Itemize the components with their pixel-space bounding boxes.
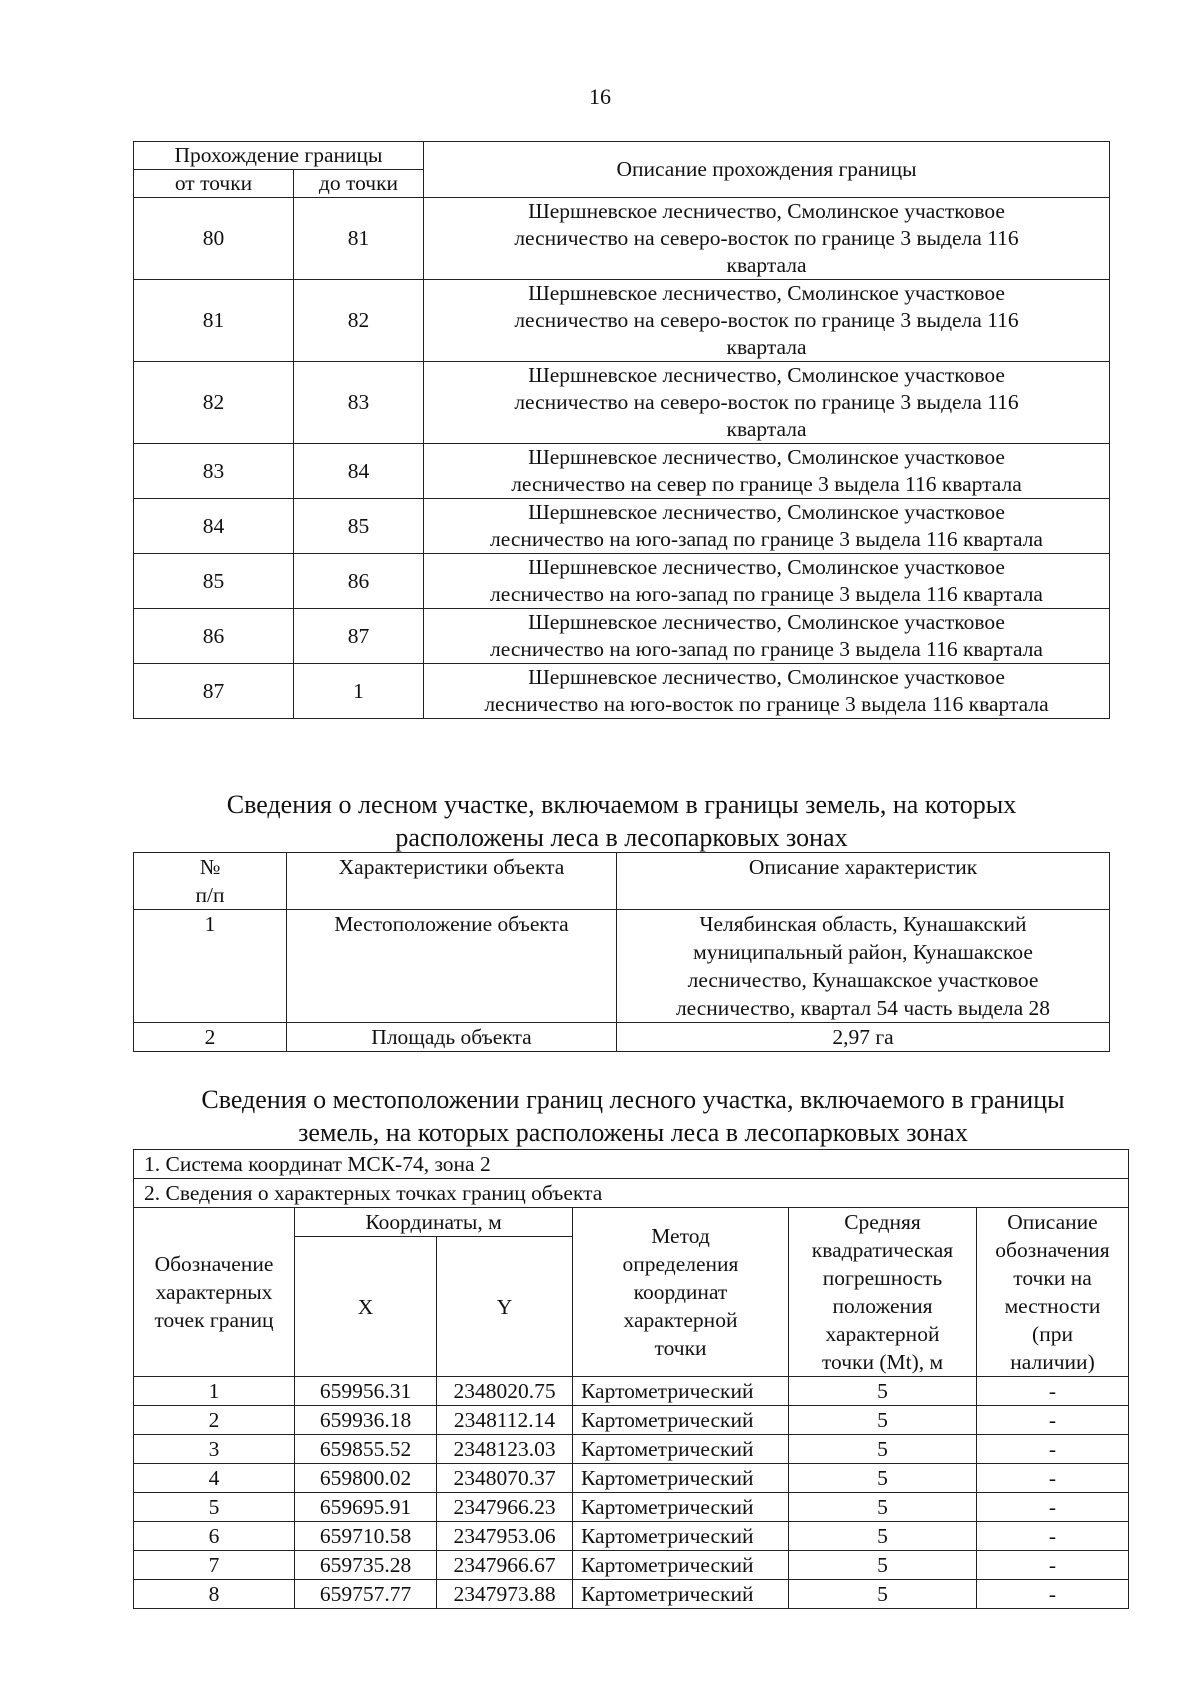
y-coordinate-cell: 2348112.14 <box>437 1406 573 1435</box>
header-x: X <box>295 1237 437 1377</box>
method-cell: Картометрический <box>573 1464 789 1493</box>
table-row <box>134 198 1110 280</box>
to-point-cell: 82 <box>294 280 424 362</box>
description-line: лесничество на северо-восток по границе 3 выдела 116 <box>514 308 1019 332</box>
y-coordinate-cell: 2347966.23 <box>437 1493 573 1522</box>
from-point-cell: 83 <box>134 444 294 499</box>
error-cell: 5 <box>789 1522 977 1551</box>
to-point-cell: 1 <box>294 664 424 719</box>
characteristic-description-cell <box>617 910 1110 1023</box>
header-object-characteristics: Характеристики объекта <box>287 853 617 910</box>
header-to-point: до точки <box>294 170 424 198</box>
table-row <box>134 1377 1129 1406</box>
table-row <box>134 280 1110 362</box>
point-number-cell: 3 <box>134 1435 295 1464</box>
header-coordinates: Координаты, м <box>295 1208 573 1237</box>
error-cell: 5 <box>789 1406 977 1435</box>
point-number-cell: 2 <box>134 1406 295 1435</box>
method-cell: Картометрический <box>573 1377 789 1406</box>
characteristic-description-cell <box>617 1023 1110 1052</box>
method-cell: Картометрический <box>573 1406 789 1435</box>
description-line: Шершневское лесничество, Смолинское участковое <box>528 281 1005 305</box>
characteristic-cell: Местоположение объекта <box>287 910 617 1023</box>
table-row <box>134 664 1110 719</box>
x-coordinate-cell: 659710.58 <box>295 1522 437 1551</box>
y-coordinate-cell: 2348123.03 <box>437 1435 573 1464</box>
to-point-cell: 81 <box>294 198 424 280</box>
description-cell <box>424 444 1110 499</box>
method-cell: Картометрический <box>573 1551 789 1580</box>
header-characteristics-description: Описание характеристик <box>617 853 1110 910</box>
method-cell: Картометрический <box>573 1580 789 1609</box>
table-row <box>134 1522 1129 1551</box>
description-line: квартала <box>726 335 807 359</box>
x-coordinate-cell: 659695.91 <box>295 1493 437 1522</box>
boundary-passage-table <box>133 141 1110 719</box>
object-characteristics-table <box>133 852 1110 1052</box>
coordinate-system-row: 1. Система координат МСК-74, зона 2 <box>134 1150 1129 1179</box>
description-line: Шершневское лесничество, Смолинское участковое <box>528 665 1005 689</box>
error-cell: 5 <box>789 1493 977 1522</box>
description-line: квартала <box>726 253 807 277</box>
header-boundary-passage: Прохождение границы <box>134 142 424 170</box>
header-boundary-description: Описание прохождения границы <box>424 142 1110 198</box>
point-description-cell: - <box>977 1435 1129 1464</box>
description-line: муниципальный район, Кунашакское <box>693 940 1033 964</box>
table-row <box>134 499 1110 554</box>
error-cell: 5 <box>789 1551 977 1580</box>
characteristic-points-row: 2. Сведения о характерных точках границ объекта <box>134 1179 1129 1208</box>
table-row <box>134 1493 1129 1522</box>
header-mean-square-error: Средняя квадратическая погрешность положения характерной точки (Mt), м <box>789 1208 977 1377</box>
error-cell: 5 <box>789 1435 977 1464</box>
header-method: Метод определения координат характерной точки <box>573 1208 789 1377</box>
y-coordinate-cell: 2347966.67 <box>437 1551 573 1580</box>
y-coordinate-cell: 2348020.75 <box>437 1377 573 1406</box>
point-number-cell: 8 <box>134 1580 295 1609</box>
description-line: лесничество на юго-запад по границе 3 выдела 116 квартала <box>490 582 1043 606</box>
point-description-cell: - <box>977 1522 1129 1551</box>
from-point-cell: 87 <box>134 664 294 719</box>
point-description-cell: - <box>977 1377 1129 1406</box>
description-cell <box>424 554 1110 609</box>
point-description-cell: - <box>977 1406 1129 1435</box>
to-point-cell: 86 <box>294 554 424 609</box>
from-point-cell: 80 <box>134 198 294 280</box>
to-point-cell: 84 <box>294 444 424 499</box>
characteristic-cell: Площадь объекта <box>287 1023 617 1052</box>
x-coordinate-cell: 659956.31 <box>295 1377 437 1406</box>
point-description-cell: - <box>977 1580 1129 1609</box>
description-line: квартала <box>726 417 807 441</box>
boundary-location-heading: Сведения о местоположении границ лесного участка, включаемого в границы земель, на которых расположены леса в лесопарковых зонах <box>201 1085 1065 1147</box>
header-point-description: Описание обозначения точки на местности (при наличии) <box>977 1208 1129 1377</box>
point-number-cell: 7 <box>134 1551 295 1580</box>
description-line: лесничество на юго-восток по границе 3 выдела 116 квартала <box>484 692 1049 716</box>
description-line: лесничество на юго-запад по границе 3 выдела 116 квартала <box>490 527 1043 551</box>
forest-plot-info-heading: Сведения о лесном участке, включаемом в границы земель, на которых расположены леса в лесопарковых зонах <box>226 790 1017 852</box>
table-row <box>134 1464 1129 1493</box>
table-row <box>134 554 1110 609</box>
description-line: 2,97 га <box>832 1025 894 1049</box>
description-line: лесничество на северо-восток по границе 3 выдела 116 <box>514 390 1019 414</box>
description-line: Шершневское лесничество, Смолинское участковое <box>528 555 1005 579</box>
error-cell: 5 <box>789 1464 977 1493</box>
table-row <box>134 1406 1129 1435</box>
method-cell: Картометрический <box>573 1522 789 1551</box>
error-cell: 5 <box>789 1580 977 1609</box>
method-cell: Картометрический <box>573 1435 789 1464</box>
from-point-cell: 84 <box>134 499 294 554</box>
table-row <box>134 444 1110 499</box>
point-description-cell: - <box>977 1551 1129 1580</box>
description-line: Шершневское лесничество, Смолинское участковое <box>528 445 1005 469</box>
to-point-cell: 87 <box>294 609 424 664</box>
header-y: Y <box>437 1237 573 1377</box>
point-number-cell: 1 <box>134 1377 295 1406</box>
point-description-cell: - <box>977 1493 1129 1522</box>
page-number: 16 <box>589 84 611 109</box>
table-row <box>134 1551 1129 1580</box>
method-cell: Картометрический <box>573 1493 789 1522</box>
description-line: лесничество, квартал 54 часть выдела 28 <box>675 996 1051 1020</box>
point-number-cell: 4 <box>134 1464 295 1493</box>
description-line: Шершневское лесничество, Смолинское участковое <box>528 363 1005 387</box>
to-point-cell: 85 <box>294 499 424 554</box>
point-number-cell: 5 <box>134 1493 295 1522</box>
table-row <box>134 362 1110 444</box>
description-cell <box>424 198 1110 280</box>
description-line: Шершневское лесничество, Смолинское участковое <box>528 610 1005 634</box>
x-coordinate-cell: 659757.77 <box>295 1580 437 1609</box>
point-number-cell: 6 <box>134 1522 295 1551</box>
description-cell <box>424 609 1110 664</box>
error-cell: 5 <box>789 1377 977 1406</box>
table-row <box>134 1435 1129 1464</box>
description-line: лесничество, Кунашакское участковое <box>687 968 1039 992</box>
description-cell <box>424 362 1110 444</box>
description-line: Челябинская область, Кунашакский <box>699 912 1027 936</box>
table-row <box>134 609 1110 664</box>
table-row <box>134 910 1110 1023</box>
description-line: лесничество на север по границе 3 выдела 116 квартала <box>511 472 1022 496</box>
from-point-cell: 86 <box>134 609 294 664</box>
description-line: лесничество на северо-восток по границе 3 выдела 116 <box>514 226 1019 250</box>
y-coordinate-cell: 2348070.37 <box>437 1464 573 1493</box>
header-from-point: от точки <box>134 170 294 198</box>
x-coordinate-cell: 659735.28 <box>295 1551 437 1580</box>
from-point-cell: 81 <box>134 280 294 362</box>
x-coordinate-cell: 659800.02 <box>295 1464 437 1493</box>
point-description-cell: - <box>977 1464 1129 1493</box>
description-line: Шершневское лесничество, Смолинское участковое <box>528 500 1005 524</box>
from-point-cell: 85 <box>134 554 294 609</box>
description-cell <box>424 664 1110 719</box>
table-row <box>134 1580 1129 1609</box>
description-line: Шершневское лесничество, Смолинское участковое <box>528 199 1005 223</box>
y-coordinate-cell: 2347953.06 <box>437 1522 573 1551</box>
from-point-cell: 82 <box>134 362 294 444</box>
header-point-designation: Обозначение характерных точек границ <box>134 1208 295 1377</box>
description-cell <box>424 280 1110 362</box>
boundary-coordinates-table <box>133 1149 1129 1609</box>
y-coordinate-cell: 2347973.88 <box>437 1580 573 1609</box>
x-coordinate-cell: 659936.18 <box>295 1406 437 1435</box>
header-row-number: № п/п <box>134 853 287 910</box>
to-point-cell: 83 <box>294 362 424 444</box>
row-number-cell: 2 <box>134 1023 287 1052</box>
description-line: лесничество на юго-запад по границе 3 выдела 116 квартала <box>490 637 1043 661</box>
description-cell <box>424 499 1110 554</box>
x-coordinate-cell: 659855.52 <box>295 1435 437 1464</box>
row-number-cell: 1 <box>134 910 287 1023</box>
table-row <box>134 1023 1110 1052</box>
